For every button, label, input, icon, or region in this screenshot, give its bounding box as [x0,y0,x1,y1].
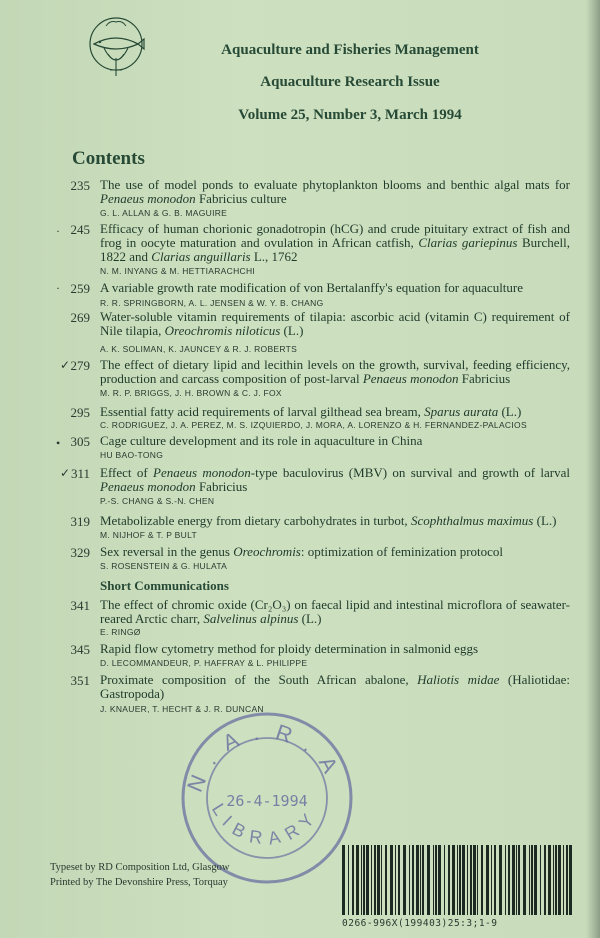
barcode-bar [342,845,345,915]
title-text: Water-soluble vitamin requirements of tilapia: ascorbic acid (vitamin C) requirement of Nile tilapia, [100,309,570,338]
entry-page-number: 305 [70,434,90,449]
title-text: (L.) [533,513,557,528]
entry-authors: A. K. SOLIMAN, K. JAUNCEY & R. J. ROBERTS [100,344,298,354]
entry-title [100,434,570,448]
barcode-bar [356,845,359,915]
margin-mark-icon: ✓ [60,358,71,372]
title-text: Metabolizable energy from dietary carbohydrates in turbot, [100,513,411,528]
barcode-bar [499,845,502,915]
entry-page-number: 269 [70,310,90,325]
barcode-bar [553,845,554,915]
barcode-bar [462,845,465,915]
title-text: Cage culture development and its role in aquaculture in China [100,433,423,448]
printed-credit: Printed by The Devonshire Press, Torquay [50,877,228,888]
barcode-bar [385,845,387,915]
entry-title [100,466,570,494]
barcode-bar [505,845,506,915]
barcode-bar [523,845,526,915]
barcode-bar [548,845,551,915]
barcode-bar [473,845,476,915]
stamp-date: 26-4-1994 [226,792,308,810]
barcode-bar [444,845,445,915]
title-text: Rapid flow cytometry method for ploidy determination in salmonid eggs [100,641,479,656]
species-name: Haliotis midae [417,672,500,687]
entry-page-number: 345 [70,642,90,657]
barcode-bar [512,845,515,915]
entry-title [100,222,570,264]
title-text: (L.) [280,323,304,338]
species-name: Penaeus monodon [153,465,251,480]
barcode-bar [467,845,468,915]
title-text: : optimization of feminization protocol [300,544,504,559]
barcode-bar [566,845,568,915]
barcode-bar [409,845,410,915]
species-name: Sparus aurata [424,404,499,419]
entry-title [100,598,570,626]
barcode-bar [508,845,510,915]
margin-mark-icon: ✓ [60,466,71,480]
barcode-bar [534,845,537,915]
entry-page-number: 295 [70,405,90,420]
margin-mark-icon: · [56,281,60,295]
title-text: (L.) [498,404,522,419]
entry-title [100,310,570,338]
barcode-bar [448,845,450,915]
barcode-icon [340,845,576,915]
entry-title [100,178,570,206]
title-text: -type baculovirus (MBV) on survival and growth of larval [250,465,570,480]
title-text: L., 1762 [250,249,298,264]
barcode-bar [481,845,483,915]
issue-type: Aquaculture Research Issue [260,74,440,90]
entry-authors: G. L. ALLAN & G. B. MAGUIRE [100,208,228,218]
barcode-bar [348,845,349,915]
barcode-bar [361,845,362,915]
entry-authors: M. R. P. BRIGGS, J. H. BROWN & C. J. FOX [100,388,282,398]
library-stamp-icon [172,708,362,888]
barcode-bar [438,845,441,915]
barcode-bar [558,845,561,915]
entry-title [100,673,570,701]
entry-page-number: 235 [70,178,90,193]
barcode-bar [381,845,382,915]
barcode-bar [433,845,434,915]
barcode-bar [452,845,455,915]
title-text: (L.) [298,611,322,626]
margin-mark-icon: · [56,224,60,238]
title-text: Fabricius [458,371,511,386]
entry-page-number: 259 [70,281,90,296]
entry-authors: P.-S. CHANG & S.-N. CHEN [100,496,215,506]
entry-page-number: 319 [70,514,90,529]
typeset-credit: Typeset by RD Composition Ltd, Glasgow [50,862,230,873]
title-text: Efficacy of human chorionic gonadotropin (hCG) and crude pituitary extract of fish and frog in oocyte maturation and ovulation in African catfish, [100,221,570,250]
barcode-bar [540,845,541,915]
barcode-bar [427,845,430,915]
barcode-bar [366,845,369,915]
entry-title [100,514,570,528]
barcode-bar [555,845,557,915]
species-name: Penaeus monodon [100,479,196,494]
barcode-bar [398,845,400,915]
title-text: Fabricius [195,479,248,494]
entry-title [100,405,570,419]
entry-page-number: 245 [70,222,90,237]
entry-title [100,358,570,386]
entry-page-number: 329 [70,545,90,560]
title-text: Burchell, 1822 and [100,235,571,264]
barcode-bar [459,845,461,915]
barcode-bar [491,845,492,915]
short-communications-heading: Short Communications [100,578,229,593]
barcode-bar [403,845,406,915]
barcode-bar [352,845,354,915]
barcode-bar [363,845,365,915]
species-name: Scophthalmus maximus [410,513,534,528]
barcode-bar [516,845,517,915]
barcode-bar [470,845,472,915]
journal-title: Aquaculture and Fisheries Management [221,42,479,58]
barcode-bar [529,845,530,915]
species-name: Oreochromis niloticus [164,323,281,338]
barcode-bar [412,845,414,915]
title-text: A variable growth rate modification of von Bertalanffy's equation for aquaculture [100,280,524,295]
barcode-bar [371,845,372,915]
entry-authors: M. NIJHOF & T. P BULT [100,530,197,540]
barcode-bar [477,845,478,915]
barcode-bar [390,845,393,915]
entry-authors: D. LECOMMANDEUR, P. HAFFRAY & L. PHILIPPE [100,658,308,668]
page-edge-shadow [586,0,600,938]
barcode-bar [422,845,424,915]
species-name: Penaeus monodon [100,191,196,206]
entry-title [100,545,570,559]
title-text: Fabricius culture [195,191,287,206]
barcode-bar [518,845,520,915]
title-text: The effect of chromic oxide (Cr₂O₃) on faecal lipid and intestinal microflora of seawater-reared Arctic charr, [100,597,570,626]
title-text: Essential fatty acid requirements of larval gilthead sea bream, [100,404,425,419]
species-name: Oreochromis [233,544,301,559]
entry-page-number: 311 [70,466,90,481]
contents-heading: Contents [72,148,145,169]
entry-page-number: 351 [70,673,90,688]
entry-authors: HU BAO-TONG [100,450,164,460]
society-logo-icon [84,14,148,78]
barcode-bar [486,845,489,915]
entry-authors: R. R. SPRINGBORN, A. L. JENSEN & W. Y. B. CHANG [100,298,324,308]
barcode-bar [395,845,396,915]
species-name: Salvelinus alpinus [203,611,299,626]
stamp-bottom-text: LIBRARY [208,799,324,849]
barcode-bar [457,845,458,915]
species-name: Clarias anguillaris [151,249,251,264]
barcode-bar [435,845,437,915]
barcode-bar [569,845,572,915]
barcode-bar [563,845,564,915]
title-text: Effect of [100,465,154,480]
volume-info: Volume 25, Number 3, March 1994 [238,107,462,123]
title-text: (Haliotidae: Gastropoda) [100,672,570,701]
barcode-bar [494,845,496,915]
entry-title [100,642,570,656]
species-name: Clarias gariepinus [418,235,518,250]
entry-authors: E. RINGØ [100,627,141,637]
title-text: Proximate composition of the South African abalone, [100,672,418,687]
barcode-bar [420,845,421,915]
stamp-top-text: N.A.R.A [181,719,350,796]
entry-page-number: 279 [70,358,90,373]
title-text: The use of model ponds to evaluate phytoplankton blooms and benthic algal mats for [100,177,570,192]
entry-authors: C. RODRIGUEZ, J. A. PEREZ, M. S. IZQUIERDO, J. MORA, A. LORENZO & H. FERNANDEZ-PALACIOS [100,420,527,430]
barcode-bar [416,845,419,915]
entry-authors: N. M. INYANG & M. HETTIARACHCHI [100,266,256,276]
barcode-bar [377,845,380,915]
entry-authors: S. ROSENSTEIN & G. HULATA [100,561,228,571]
title-text: The effect of dietary lipid and lecithin levels on the growth, survival, feeding efficiency, production and carcass composition of post-larval [100,357,570,386]
entry-authors: J. KNAUER, T. HECHT & J. R. DUNCAN [100,704,264,714]
entry-page-number: 341 [70,598,90,613]
barcode-number: 0266-996X(199403)25:3;1-9 [342,918,498,929]
species-name: Penaeus monodon [362,371,459,386]
barcode-bar [544,845,546,915]
title-text: Sex reversal in the genus [100,544,234,559]
barcode-bar [531,845,533,915]
barcode-bar [374,845,376,915]
entry-title [100,281,570,295]
margin-mark-icon: • [56,436,61,450]
